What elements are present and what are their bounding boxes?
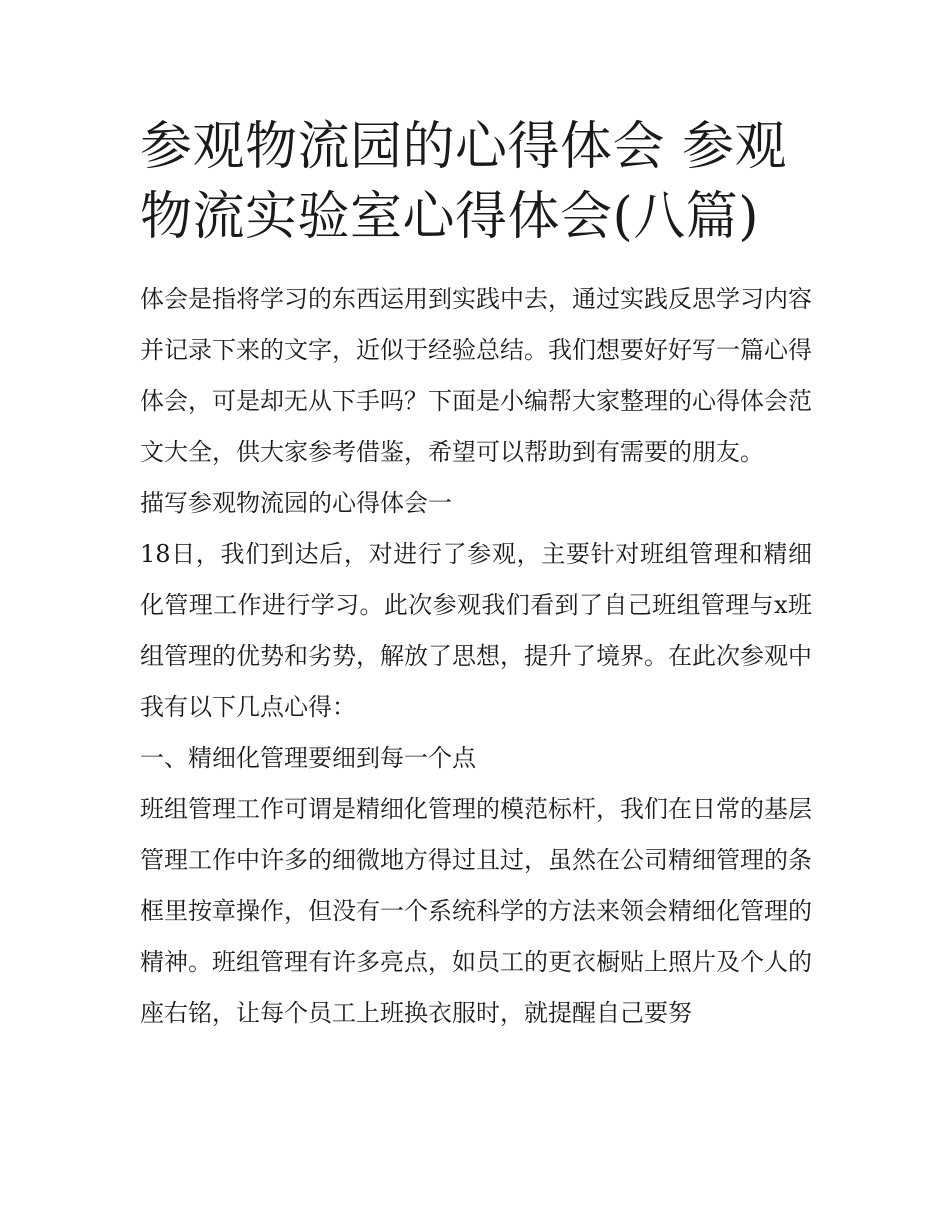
intro-paragraph: 体会是指将学习的东西运用到实践中去，通过实践反思学习内容并记录下来的文字，近似于经验总结。我们想要好好写一篇心得体会，可是却无从下手吗？下面是小编帮大家整理的心得体会范文大全，供大家参考借鉴，希望可以帮助到有需要的朋友。 [140,285,812,466]
document-body [140,274,812,1039]
document-title: 参观物流园的心得体会 参观物流实验室心得体会(八篇) [140,117,788,247]
body-paragraph: 18日，我们到达后，对进行了参观，主要针对班组管理和精细化管理工作进行学习。此次参观我们看到了自己班组管理与x班组管理的优势和劣势，解放了思想，提升了境界。在此次参观中我有以下几点心得： [140,540,812,721]
section-heading: 描写参观物流园的心得体会一 [140,489,452,517]
document-page [140,112,812,1039]
subsection-heading: 一、精细化管理要细到每一个点 [140,744,476,772]
body-paragraph: 班组管理工作可谓是精细化管理的模范标杆，我们在日常的基层管理工作中许多的细微地方得过且过，虽然在公司精细管理的条框里按章操作，但没有一个系统科学的方法来领会精细化管理的精神。班组管理有许多亮点，如员工的更衣橱贴上照片及个人的座右铭，让每个员工上班换衣服时，就提醒自己要努 [140,795,812,1027]
